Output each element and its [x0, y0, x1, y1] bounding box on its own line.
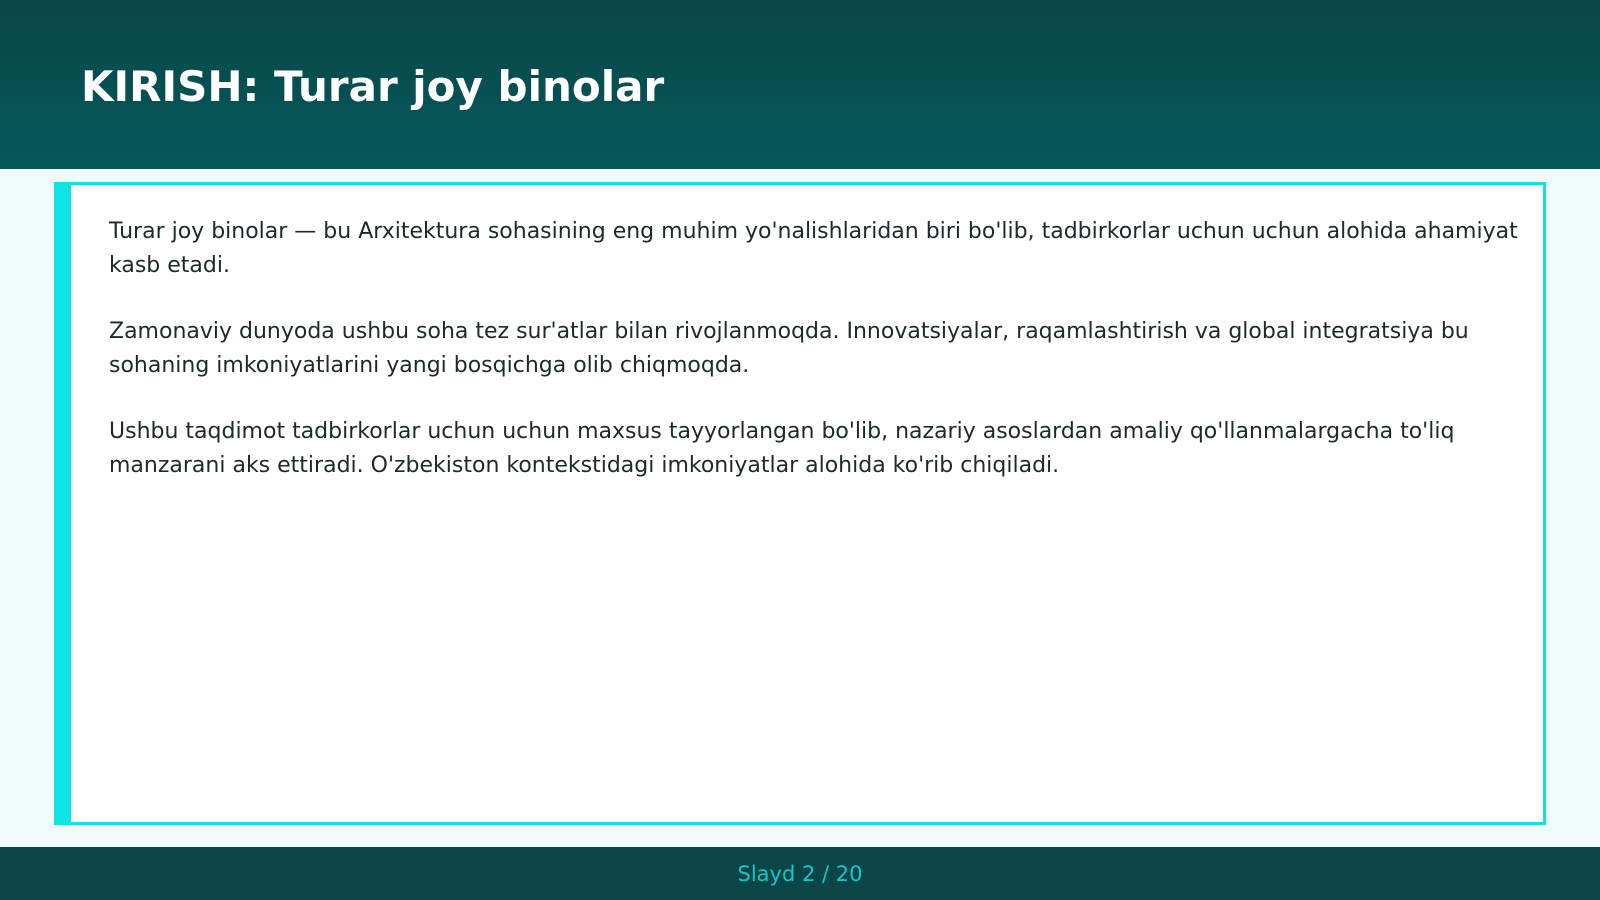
slide-header — [0, 0, 1600, 169]
intro-paragraph-1: Turar joy binolar — bu Arxitektura sohasining eng muhim yo'nalishlaridan biri bo'lib, tadbirkorlar uchun uchun alohida ahamiyat kasb etadi. — [109, 219, 1518, 278]
content-card — [54, 182, 1546, 825]
slide-counter: Slayd 2 / 20 — [737, 862, 863, 886]
intro-paragraph-2: Zamonaviy dunyoda ushbu soha tez sur'atlar bilan rivojlanmoqda. Innovatsiyalar, raqamlashtirish va global integratsiya bu sohaning imkoniyatlarini yangi bosqichga olib chiqmoqda. — [109, 319, 1469, 378]
intro-paragraph-3: Ushbu taqdimot tadbirkorlar uchun uchun maxsus tayyorlangan bo'lib, nazariy asoslardan amaliy qo'llanmalargacha to'liq manzarani aks ettiradi. O'zbekiston kontekstidagi imkoniyatlar alohida ko'rib chiqiladi. — [109, 419, 1455, 478]
slide-footer — [0, 847, 1600, 900]
slide-title: KIRISH: Turar joy binolar — [81, 62, 665, 111]
